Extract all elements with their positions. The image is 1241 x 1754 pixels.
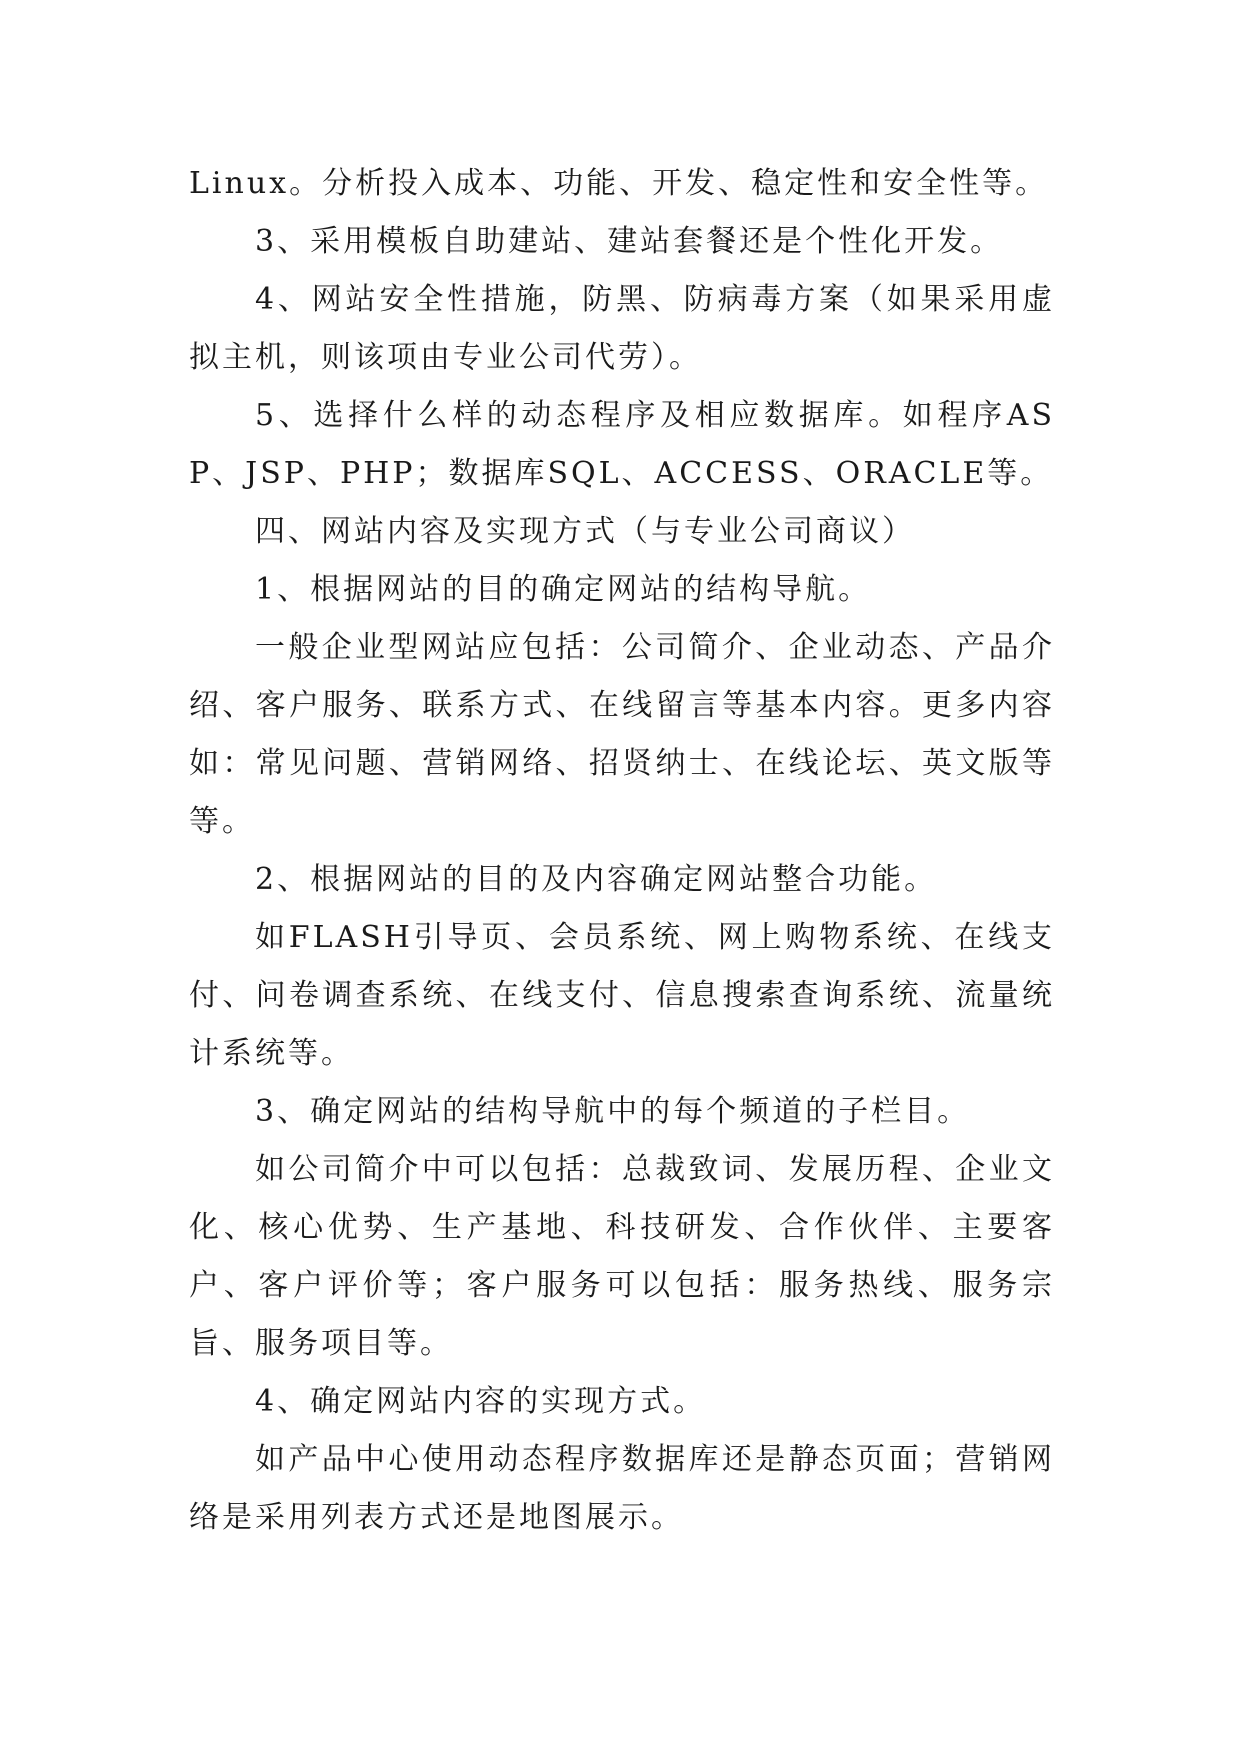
section-heading-4: 四、网站内容及实现方式（与专业公司商议） [255,514,915,549]
paragraph-6: 1、根据网站的目的确定网站的结构导航。 [255,572,872,607]
paragraph-4: 5、选择什么样的动态程序及相应数据库。如程序ASP、JSP、PHP；数据库SQL、ACCESS、ORACLE等。 [189,398,1055,491]
paragraph-13: 如产品中心使用动态程序数据库还是静态页面；营销网络是采用列表方式还是地图展示。 [189,1442,1055,1535]
paragraph-10: 3、确定网站的结构导航中的每个频道的子栏目。 [255,1094,971,1129]
paragraph-3: 4、网站安全性措施，防黑、防病毒方案（如果采用虚拟主机，则该项由专业公司代劳）。 [189,282,1055,375]
paragraph-12: 4、确定网站内容的实现方式。 [255,1384,707,1419]
document-body [189,155,1055,1547]
paragraph-11: 如公司简介中可以包括：总裁致词、发展历程、企业文化、核心优势、生产基地、科技研发、合作伙伴、主要客户、客户评价等；客户服务可以包括：服务热线、服务宗旨、服务项目等。 [189,1152,1055,1361]
paragraph-9: 如FLASH引导页、会员系统、网上购物系统、在线支付、问卷调查系统、在线支付、信息搜索查询系统、流量统计系统等。 [189,920,1055,1071]
paragraph-1: Linux。分析投入成本、功能、开发、稳定性和安全性等。 [189,166,1049,201]
paragraph-7: 一般企业型网站应包括：公司简介、企业动态、产品介绍、客户服务、联系方式、在线留言等基本内容。更多内容如：常见问题、营销网络、招贤纳士、在线论坛、英文版等等。 [189,630,1055,839]
paragraph-2: 3、采用模板自助建站、建站套餐还是个性化开发。 [255,224,1004,259]
paragraph-8: 2、根据网站的目的及内容确定网站整合功能。 [255,862,938,897]
